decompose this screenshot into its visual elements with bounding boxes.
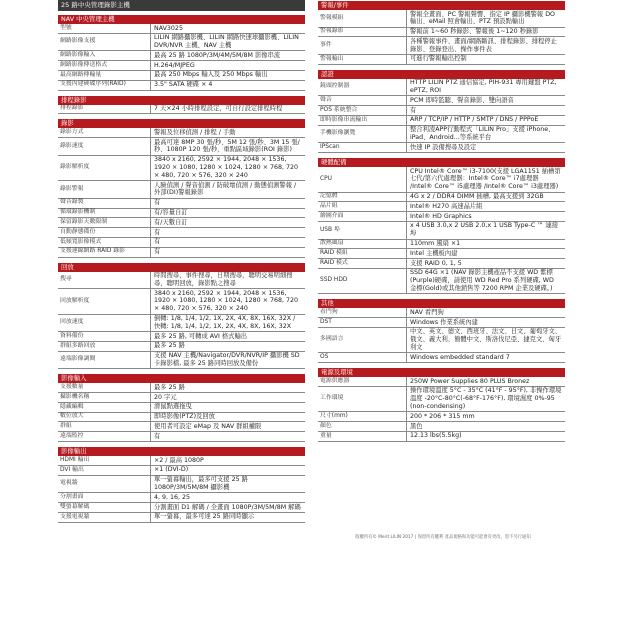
spec-label: DST	[320, 318, 332, 325]
spec-value: 最多 25 路	[150, 383, 305, 392]
spec-value: 黑色	[406, 422, 565, 431]
spec-section	[318, 70, 565, 153]
spec-label: 工作環境	[320, 395, 344, 402]
spec-section	[318, 368, 565, 442]
spec-value: 中文、英文、德文、西班牙、法文、日文、葡萄牙文、俄文、義大利、簡體中文、斯洛伐尼亞、捷克文、匈牙利文	[406, 328, 565, 352]
spec-row	[58, 34, 305, 52]
spec-value: 有	[150, 432, 305, 441]
section-header: NAV 中央管理主機	[58, 15, 305, 24]
spec-value: SSD 64G ×1 (NAV 錄影主機產品不支援 WD 紫標(Purple)硬碟，請使用 WD Red Pro 系列硬碟, WD 金標(Gold)或其他銷售等 7200 RPM 企業及硬碟。)	[406, 269, 565, 293]
spec-label: 多國語言	[320, 336, 344, 343]
spec-label: RAID 模式	[320, 259, 348, 266]
spec-row	[318, 37, 565, 55]
spec-value: 3840 x 2160, 2592 × 1944, 2048 × 1536, 1920 × 1080, 1280 × 1024, 1280 × 768, 720 × 480, 720 × 576, 320 × 240	[150, 289, 305, 313]
spec-value: H.264/MJPEG	[150, 61, 305, 70]
spec-row	[318, 412, 565, 422]
spec-row	[58, 493, 305, 503]
spec-value: 警報及位移偵測 / 排程 / 手動	[150, 128, 305, 137]
spec-label: 警報輸出	[320, 55, 344, 62]
spec-row	[58, 383, 305, 393]
section-header: 錄影	[58, 119, 305, 128]
spec-value: 可進行警報輸出控制	[406, 55, 565, 64]
spec-label: 重量	[320, 432, 332, 439]
spec-label: 保留錄影天數限制	[60, 219, 108, 226]
spec-label: 警報錄影	[320, 28, 344, 35]
spec-row	[58, 228, 305, 238]
spec-value: 各種警報事件、畫面/網路斷訊、排程錄影、排程停止錄影、登錄登出、操作事件表	[406, 37, 565, 54]
spec-label: 數位放大	[60, 413, 84, 420]
spec-value: 12.13 lbs(5.5kg)	[406, 432, 565, 441]
section-header: 影像輸出	[58, 447, 305, 456]
spec-label: 記憶體	[320, 193, 338, 200]
spec-label: 資料備份	[60, 332, 84, 339]
spec-value: 有/天數自訂	[150, 218, 305, 227]
spec-row	[318, 328, 565, 353]
spec-label: 繪圖介面	[320, 212, 344, 219]
spec-row	[318, 240, 565, 250]
spec-label: CPU	[320, 175, 332, 182]
spec-value: 使用者可設定 eMap 及 NAV 群組權限	[150, 422, 305, 431]
spec-label: 電源供應器	[320, 377, 350, 384]
spec-value: NAV 看門狗	[406, 308, 565, 317]
spec-value: Windows embedded standard 7	[406, 353, 565, 362]
spec-value: 有	[150, 238, 305, 247]
spec-section	[318, 158, 565, 294]
spec-value: 200 * 206 * 315 mm	[406, 412, 565, 421]
spec-row	[58, 199, 305, 209]
spec-value: 支援 RAID 0, 1, 5	[406, 259, 565, 268]
spec-row	[58, 513, 305, 523]
spec-label: 網路影像傳送格式	[60, 61, 108, 68]
spec-value: 警報全畫面、PC 警報聲響、指定 IP 攝影機警報 DO 輸出、eMail 照會輸出、PTZ 預設點輸出	[406, 10, 565, 27]
spec-row	[318, 167, 565, 192]
spec-label: 型號	[60, 24, 72, 31]
spec-row	[318, 308, 565, 318]
spec-row	[318, 55, 565, 65]
spec-row	[58, 422, 305, 432]
spec-row	[58, 218, 305, 228]
spec-value: 單一螢幕，最多可達 25 路同時顯示	[150, 513, 305, 522]
spec-value: ×1 (DVI-D)	[150, 466, 305, 475]
spec-value: 有	[150, 228, 305, 237]
spec-row	[318, 377, 565, 387]
spec-label: 搜尋	[60, 276, 72, 283]
spec-value: 最多 25 路, 可轉成 AVI 格式輸出	[150, 332, 305, 341]
spec-label: RAID 模組	[320, 250, 348, 257]
section-header: 回放	[58, 263, 305, 272]
spec-label: 群組	[60, 423, 72, 430]
spec-row	[318, 259, 565, 269]
section-header: 其他	[318, 299, 565, 308]
section-header: 硬體配備	[318, 158, 565, 167]
spec-row	[58, 71, 305, 81]
spec-label: 網路影像輸入	[60, 52, 96, 59]
spec-row	[318, 202, 565, 212]
spec-row	[58, 332, 305, 342]
spec-value: 人臉偵測 / 聲音偵測 / 防破壞偵測 / 動態偵測警報 / 外部(DI)警報錄影	[150, 181, 305, 198]
spec-section	[318, 299, 565, 363]
section-header: 影像輸入	[58, 374, 305, 383]
left-column	[58, 0, 305, 528]
spec-row	[58, 24, 305, 34]
spec-value: 最多 25 路	[150, 342, 305, 351]
spec-label: 晶片組	[320, 203, 338, 210]
spec-section	[58, 96, 305, 115]
spec-row	[318, 212, 565, 222]
section-header: 認證	[318, 70, 565, 79]
right-spec-sections	[318, 1, 565, 442]
spec-label: 隱藏編輯	[60, 403, 84, 410]
spec-row	[318, 10, 565, 28]
spec-value: 整合利凌APP行動程式「LILIN Pro」支援 iPhone、iPad、Android...等系統平台	[406, 126, 565, 143]
spec-value: Intel® H270 高速晶片組	[406, 202, 565, 211]
spec-value: 250W Power Supplies 80 PLUS Bronez	[406, 377, 565, 386]
spec-label: 最高網路傳輸量	[60, 71, 102, 78]
spec-row	[58, 181, 305, 199]
spec-row	[58, 503, 305, 513]
spec-label: 事件	[320, 41, 332, 48]
spec-label: 錄影警報	[60, 185, 84, 192]
spec-value: 有/容量自訂	[150, 209, 305, 218]
spec-row	[58, 238, 305, 248]
spec-section	[318, 1, 565, 65]
spec-value: LILIN 網路攝影機、LILIN 網路快速球攝影機、LILIN DVR/NVR 主機、NAV 主機	[150, 34, 305, 51]
spec-value: 3840 x 2160, 2592 × 1944, 2048 × 1536, 1920 × 1080, 1280 × 1024, 1280 × 768, 720 × 480, 720 × 576, 320 × 240	[150, 156, 305, 180]
spec-value: 操作環境溫度 5°C - 35°C (41°F - 95°F), 非操作環境溫度 -20°C-80°C(-68°F-176°F), 環境濕度 0%-95 (non-condensing)	[406, 387, 565, 411]
spec-value: 時間搜尋，事件搜尋，日期搜尋，聰明交易明細搜尋，聰明回放，錄影點之搜尋	[150, 272, 305, 289]
spec-label: 聲音	[320, 97, 332, 104]
spec-row	[58, 456, 305, 466]
spec-label: 自動靜態備份	[60, 228, 96, 235]
spec-row	[58, 128, 305, 138]
spec-label: DVI 輸出	[60, 466, 84, 473]
spec-label: 看門狗	[320, 309, 338, 315]
spec-row	[58, 209, 305, 219]
spec-row	[318, 106, 565, 116]
spec-section	[58, 263, 305, 370]
spec-label: HDMI 輸出	[60, 456, 90, 463]
spec-row	[318, 79, 565, 97]
spec-label: IPScan	[320, 144, 340, 151]
spec-value: 3.5" SATA 硬碟 × 4	[150, 81, 305, 90]
spec-label: 回放速度	[60, 319, 84, 326]
spec-value: 最高 25 路 1080P/3M/4M/5M/8M 影像串流	[150, 51, 305, 60]
spec-value: 即時影像(PTZ)及回放	[150, 413, 305, 422]
spec-value: NAV3025	[150, 24, 305, 33]
spec-value: 警報前 1~60 秒錄影、警報後 1~120 秒錄影	[406, 28, 565, 37]
section-header: 警報/事件	[318, 1, 565, 10]
spec-section	[58, 447, 305, 523]
spec-row	[318, 318, 565, 328]
spec-row	[318, 116, 565, 126]
spec-row	[58, 476, 305, 494]
spec-label: 群組多路回放	[60, 342, 96, 349]
spec-row	[318, 249, 565, 259]
spec-row	[318, 353, 565, 363]
section-header: 排程錄影	[58, 96, 305, 105]
spec-label: USB 埠	[320, 226, 340, 233]
spec-label: 散熱風扇	[320, 240, 344, 247]
spec-label: 遠端監控	[60, 432, 84, 439]
spec-value: CPU Intel® Core™ i3-7100(支援 LGA1151 插槽第七代/第六代處理器：Intel® Core™ i7處理器 /Intel® Core™ i5處理器 /Intel® Core™ i3處理器)	[406, 167, 565, 191]
spec-section	[58, 119, 305, 257]
spec-row	[58, 352, 305, 370]
spec-row	[58, 248, 305, 258]
spec-label: 支援內建硬碟序列(RAID)	[60, 81, 126, 88]
spec-label: OS	[320, 353, 329, 360]
spec-row	[318, 193, 565, 203]
spec-row	[318, 422, 565, 432]
spec-label: 低頻寬影像模式	[60, 238, 102, 245]
spec-value: Intel® HD Graphics	[406, 212, 565, 221]
spec-label: 聲音錄製	[60, 199, 84, 206]
spec-value: 4, 9, 16, 25	[150, 493, 305, 502]
spec-row	[318, 432, 565, 442]
spec-value: 20 字元	[150, 393, 305, 402]
spec-section	[58, 15, 305, 91]
right-column	[318, 0, 565, 447]
left-spec-sections	[58, 15, 305, 523]
spec-row	[58, 138, 305, 156]
spec-value: HTTP LILIN PTZ 通信協定, PIH-931 專用鍵盤 PTZ, ePTZ, ROI	[406, 79, 565, 96]
spec-value: ARP / TCP/IP / HTTP / SMTP / DNS / PPPoE	[406, 116, 565, 125]
spec-label: 顏色	[320, 422, 332, 429]
spec-value: 最高 250 Mbps 輸入及 250 Mbps 輸出	[150, 71, 305, 80]
spec-label: 支援數量	[60, 383, 84, 390]
spec-label: 錄影速度	[60, 142, 84, 149]
spec-value: 有	[150, 248, 305, 257]
spec-row	[58, 105, 305, 115]
spec-label: 網路影像支援	[60, 38, 96, 45]
spec-row	[58, 403, 305, 413]
spec-value: 滑鼠點選拖曳	[150, 403, 305, 412]
spec-row	[58, 61, 305, 71]
spec-label: 循環錄影機制	[60, 209, 96, 216]
spec-value: 分割畫面 D1 解碼 / 全畫面 1080P/3M/5M/8M 解碼	[150, 503, 305, 512]
spec-row	[58, 51, 305, 61]
spec-row	[318, 387, 565, 412]
spec-value: 最高可達 8MP 30 張/秒、5M 12 張/秒、3M 15 張/秒、1080P 120 張/秒，重點區域錄影(ROI 錄影)	[150, 138, 305, 155]
spec-value: 有	[406, 106, 565, 115]
spec-row	[318, 222, 565, 240]
spec-row	[58, 272, 305, 290]
spec-label: 鏡頭控制器	[320, 83, 350, 90]
spec-label: 電視牆	[60, 480, 78, 487]
spec-value: 單一螢幕輸出，最多可支援 25 路 1080P/3M/5M/8M 攝影機	[150, 476, 305, 493]
spec-value: 110mm 風扇 ×1	[406, 240, 565, 249]
spec-value: ×2 / 最高 1080P	[150, 456, 305, 465]
spec-value: 4G x 2 / DDR4 DIMM 插槽, 最高支援到 32GB	[406, 193, 565, 202]
spec-label: 雙螢幕解碼	[60, 503, 90, 510]
spec-label: 警報模組	[320, 14, 344, 21]
spec-row	[318, 126, 565, 144]
spec-label: SSD HDD	[320, 277, 348, 284]
spec-label: 分割畫面	[60, 493, 84, 500]
spec-value: x 4 USB 3.0,x 2 USB 2.0,x 1 USB Type-C ™ 連接埠	[406, 222, 565, 239]
spec-label: 尺寸(mm)	[320, 412, 348, 419]
spec-label: 支援電視牆	[60, 513, 90, 520]
spec-row	[58, 342, 305, 352]
spec-value: 快速 IP 設備搜尋及設定	[406, 143, 565, 152]
spec-label: 錄影方式	[60, 129, 84, 136]
spec-value: 有	[150, 199, 305, 208]
section-header: 電源及環境	[318, 368, 565, 377]
spec-label: 遠端影像調閱	[60, 356, 96, 363]
spec-label: 錄影解析度	[60, 164, 90, 171]
spec-row	[58, 466, 305, 476]
spec-value: Intel 主機板內建	[406, 249, 565, 258]
spec-label: 排程錄影	[60, 105, 84, 112]
spec-label: 手機影像瀏覽	[320, 130, 356, 137]
spec-row	[318, 143, 565, 153]
spec-label: 支援連線網路 RAID 錄影	[60, 248, 126, 255]
spec-row	[58, 156, 305, 181]
spec-row	[58, 393, 305, 403]
spec-value: 7 天×24 小時排程設定，可自行設定排程時程	[150, 105, 305, 114]
spec-value: PCM 即時監聽、聲音錄影、雙向語音	[406, 96, 565, 105]
spec-value: Windows 作業系統內建	[406, 318, 565, 327]
spec-row	[58, 315, 305, 333]
spec-value: 支援 NAV 主機/Navigator/DVR/NVR/IP 攝影機 SD 卡錄影檔, 最多 25 路同時回放及備份	[150, 352, 305, 369]
spec-section	[58, 374, 305, 442]
spec-value: 倒轉: 1/8, 1/4, 1/2, 1X, 2X, 4X, 8X, 16X, 32X / 快轉: 1/8, 1/4, 1/2, 1X, 2X, 4X, 8X, 16X, 32X	[150, 315, 305, 332]
spec-row	[318, 269, 565, 294]
spec-label: 回放解析度	[60, 297, 90, 304]
spec-row	[318, 28, 565, 38]
copyright-footer: 版權所有© Merit LILIN 2017 | 保留所有權利 產品規格和功能可能會有更改，恕不另行通知	[355, 535, 531, 540]
spec-row	[58, 289, 305, 314]
spec-row	[318, 96, 565, 106]
spec-row	[58, 81, 305, 91]
spec-label: POS 系統整合	[320, 106, 358, 113]
document-title: 25 路中央管理錄影主機	[58, 0, 305, 11]
spec-label: 攝影機名稱	[60, 393, 90, 400]
spec-label: 即時影像串流輸出	[320, 116, 368, 123]
spec-row	[58, 432, 305, 442]
spec-row	[58, 413, 305, 423]
